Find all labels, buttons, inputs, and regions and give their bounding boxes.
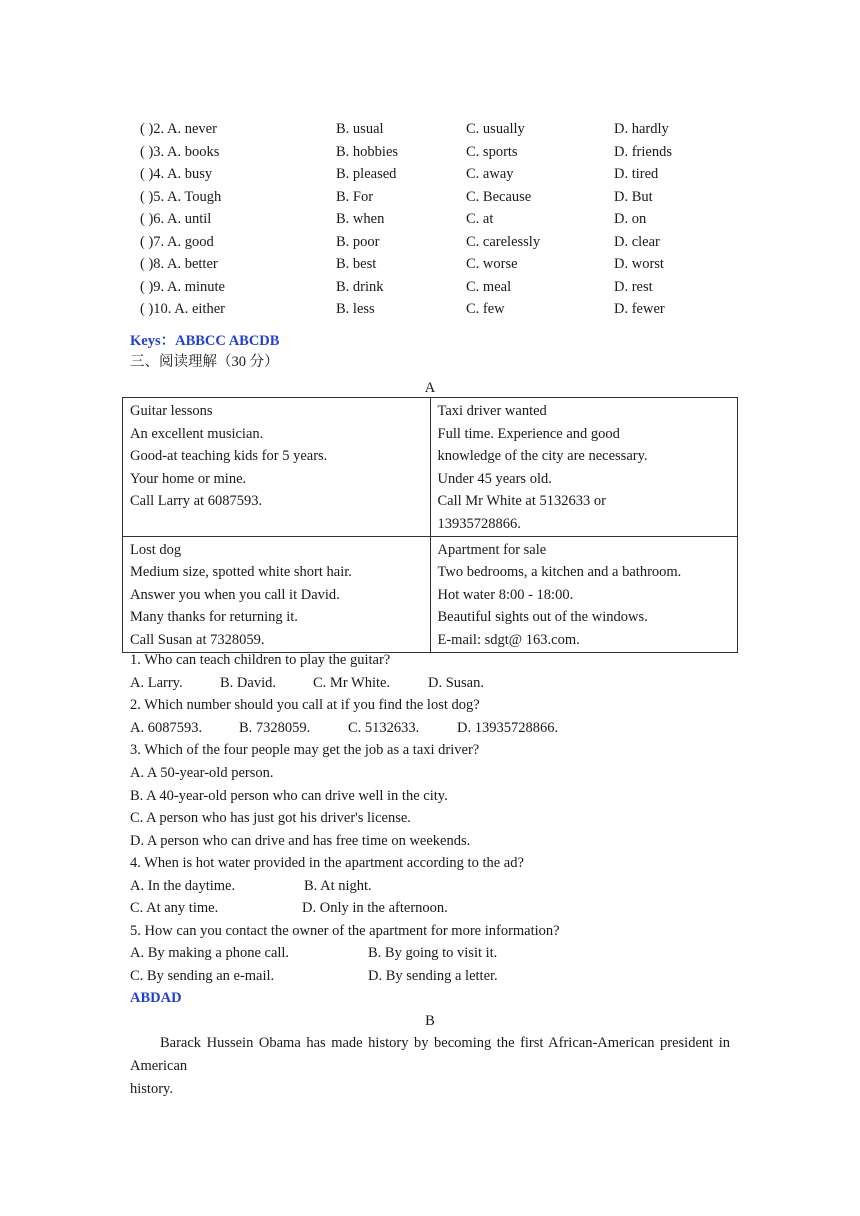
option-d: D. rest: [614, 278, 653, 295]
option-d: D. friends: [614, 143, 672, 160]
ad-line: Medium size, spotted white short hair.: [130, 564, 352, 581]
option-row: [140, 208, 740, 231]
option-c: C. carelessly: [466, 233, 541, 250]
ad-line: Many thanks for returning it.: [130, 609, 298, 626]
ad-line: An excellent musician.: [130, 425, 264, 442]
ad-line: Call Mr White at 5132633 or: [437, 493, 606, 510]
option-d: D. clear: [614, 233, 660, 250]
question-option: D. By sending a letter.: [368, 967, 498, 984]
question-4: 4. When is hot water provided in the apartment according to the ad?: [130, 855, 524, 871]
passage-b-label: B: [425, 1013, 435, 1029]
option-row: [140, 118, 740, 141]
option-c: C. few: [466, 301, 505, 317]
ad-taxi: [430, 398, 738, 537]
question-option: C. 5132633.: [348, 720, 420, 736]
question-option: A. In the daytime.: [130, 877, 236, 894]
option-b: B. less: [336, 301, 375, 317]
option-row: [140, 298, 740, 321]
ad-line: Lost dog: [130, 541, 182, 558]
question-option: A. Larry.: [130, 675, 183, 691]
section-heading: 三、阅读理解（30 分）: [130, 354, 279, 370]
question-option: A. 6087593.: [130, 720, 203, 736]
ad-line: Under 45 years old.: [437, 470, 552, 487]
ad-line: Call Larry at 6087593.: [130, 493, 263, 510]
option-a: ( )10. A. either: [140, 301, 225, 317]
question-option: A. By making a phone call.: [130, 945, 290, 961]
passage-b-text: Barack Hussein Obama has made history by becoming the first African-American president in American: [130, 1035, 730, 1074]
option-b: B. best: [336, 256, 377, 272]
option-row: [140, 253, 740, 276]
question-option: C. By sending an e-mail.: [130, 967, 275, 984]
option-a: ( )7. A. good: [140, 233, 214, 250]
ad-line: Your home or mine.: [130, 470, 247, 487]
ads-table: [122, 397, 738, 653]
question-option: D. Susan.: [428, 675, 484, 691]
option-c: C. meal: [466, 278, 512, 295]
option-d: D. on: [614, 211, 647, 227]
ad-line: Call Susan at 7328059.: [130, 631, 265, 648]
answers-a: ABDAD: [130, 990, 182, 1006]
option-b: B. pleased: [336, 166, 397, 182]
ad-line: knowledge of the city are necessary.: [437, 448, 648, 465]
option-a: ( )8. A. better: [140, 256, 218, 272]
ad-line: Beautiful sights out of the windows.: [437, 609, 648, 626]
option-c: C. usually: [466, 121, 525, 137]
option-row: [140, 163, 740, 186]
question-option: B. David.: [220, 675, 276, 691]
question-option: B. 7328059.: [239, 720, 311, 736]
question-option: C. Mr White.: [313, 675, 391, 691]
ad-line: 13935728866.: [437, 515, 521, 532]
option-c: C. worse: [466, 256, 518, 272]
option-b: B. poor: [336, 233, 380, 250]
question-option: C. A person who has just got his driver's license.: [130, 810, 411, 826]
option-d: D. hardly: [614, 121, 669, 137]
option-c: C. away: [466, 166, 514, 182]
question-option: C. At any time.: [130, 900, 219, 916]
ad-line: Guitar lessons: [130, 403, 213, 419]
option-b: B. when: [336, 211, 385, 227]
option-d: D. fewer: [614, 301, 665, 317]
ad-lost-dog: [123, 536, 431, 652]
ad-line: Answer you when you call it David.: [130, 586, 340, 603]
option-c: C. Because: [466, 188, 532, 205]
passage-b-text-cont: history.: [130, 1080, 173, 1097]
question-5: 5. How can you contact the owner of the apartment for more information?: [130, 922, 560, 939]
question-option: A. A 50-year-old person.: [130, 765, 274, 781]
option-a: ( )4. A. busy: [140, 166, 213, 182]
passage-a-label: A: [424, 380, 436, 396]
option-row: [140, 141, 740, 164]
option-b: B. hobbies: [336, 143, 399, 160]
ad-line: E-mail: sdgt@ 163.com.: [437, 631, 580, 648]
question-option: B. At night.: [304, 877, 372, 894]
ad-line: Apartment for sale: [437, 541, 547, 558]
answer-keys: Keys：ABBCC ABCDB: [130, 333, 280, 349]
option-d: D. But: [614, 188, 653, 205]
option-b: B. For: [336, 188, 374, 205]
option-row: [140, 276, 740, 299]
option-d: D. tired: [614, 166, 659, 182]
option-a: ( )9. A. minute: [140, 278, 225, 295]
option-c: C. sports: [466, 143, 518, 160]
ad-line: Taxi driver wanted: [437, 403, 547, 419]
option-a: ( )2. A. never: [140, 121, 217, 137]
option-c: C. at: [466, 211, 494, 227]
option-a: ( )5. A. Tough: [140, 188, 222, 205]
question-2: 2. Which number should you call at if you find the lost dog?: [130, 697, 480, 713]
option-a: ( )6. A. until: [140, 211, 212, 227]
question-1: 1. Who can teach children to play the guitar?: [130, 652, 391, 668]
question-option: D. 13935728866.: [457, 720, 559, 736]
option-row: [140, 186, 740, 209]
ad-guitar: [123, 398, 431, 537]
question-3: 3. Which of the four people may get the job as a taxi driver?: [130, 742, 480, 758]
option-b: B. drink: [336, 278, 384, 295]
option-a: ( )3. A. books: [140, 143, 220, 160]
question-option: B. A 40-year-old person who can drive well in the city.: [130, 787, 448, 804]
option-row: [140, 231, 740, 254]
ad-line: Full time. Experience and good: [437, 425, 620, 442]
ad-apartment: [430, 536, 738, 652]
option-d: D. worst: [614, 256, 664, 272]
ad-line: Hot water 8:00 - 18:00.: [437, 586, 574, 603]
ad-line: Two bedrooms, a kitchen and a bathroom.: [437, 564, 682, 581]
question-option: B. By going to visit it.: [368, 945, 498, 961]
question-option: D. Only in the afternoon.: [302, 900, 448, 916]
option-b: B. usual: [336, 121, 384, 137]
question-option: D. A person who can drive and has free time on weekends.: [130, 832, 471, 849]
ad-line: Good-at teaching kids for 5 years.: [130, 448, 328, 465]
